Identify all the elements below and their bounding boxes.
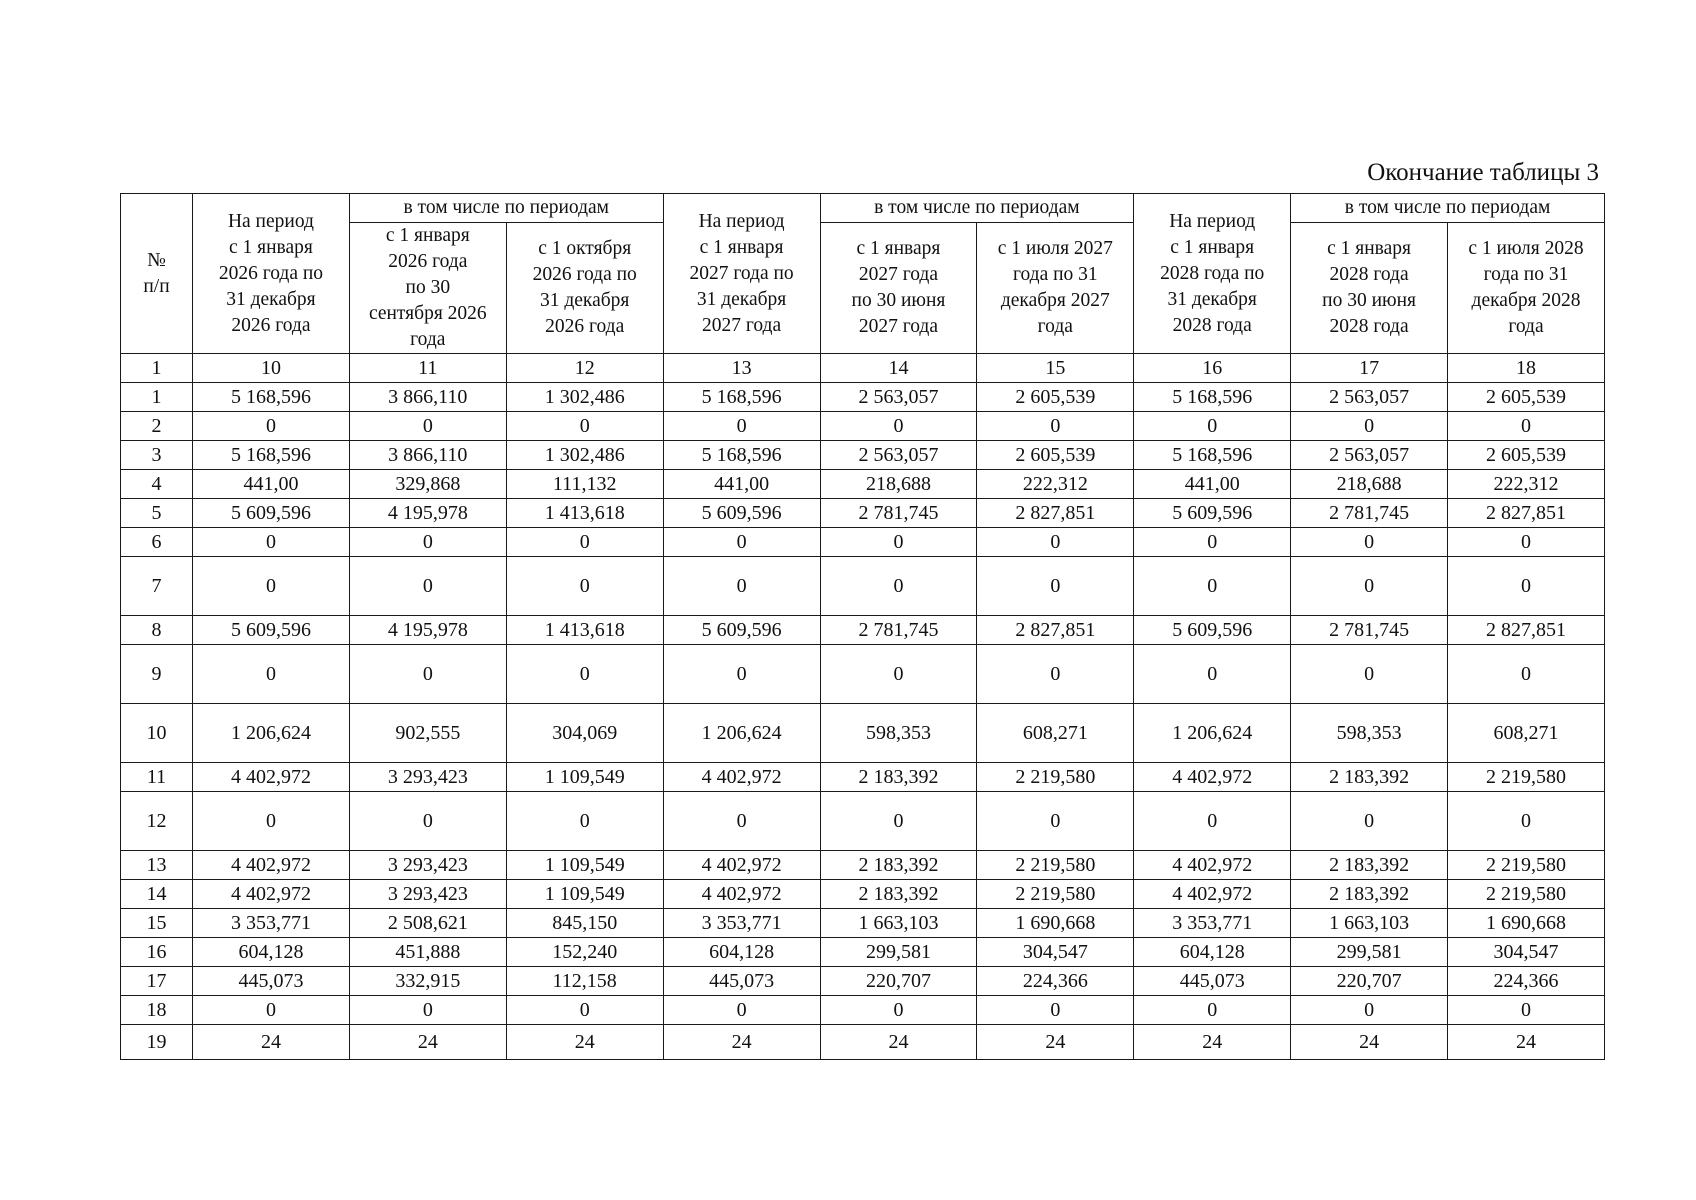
row-number-cell: 16 [121, 938, 193, 967]
table-row [121, 499, 1605, 528]
header-period-total-2026: На период с 1 января 2026 года по 31 декабря 2026 года [193, 194, 350, 354]
value-cell: 1 109,549 [506, 880, 663, 909]
value-cell: 0 [506, 792, 663, 851]
value-cell: 2 183,392 [1291, 880, 1448, 909]
value-cell: 445,073 [663, 967, 820, 996]
value-cell: 2 781,745 [1291, 499, 1448, 528]
value-cell: 604,128 [193, 938, 350, 967]
value-cell: 0 [663, 645, 820, 704]
value-cell: 0 [977, 412, 1134, 441]
value-cell: 902,555 [349, 704, 506, 763]
table-row [121, 763, 1605, 792]
table-row [121, 967, 1605, 996]
row-number-cell: 14 [121, 880, 193, 909]
value-cell: 2 563,057 [820, 383, 977, 412]
value-cell: 0 [506, 528, 663, 557]
row-number-cell: 15 [121, 909, 193, 938]
value-cell: 0 [1291, 557, 1448, 616]
value-cell: 2 219,580 [977, 880, 1134, 909]
value-cell: 24 [1134, 1025, 1291, 1060]
value-cell: 604,128 [663, 938, 820, 967]
value-cell: 441,00 [193, 470, 350, 499]
value-cell: 2 563,057 [1291, 441, 1448, 470]
row-number-cell: 7 [121, 557, 193, 616]
value-cell: 0 [663, 792, 820, 851]
value-cell: 0 [1448, 792, 1605, 851]
table-row [121, 412, 1605, 441]
value-cell: 24 [663, 1025, 820, 1060]
value-cell: 2 563,057 [1291, 383, 1448, 412]
value-cell: 5 609,596 [193, 499, 350, 528]
value-cell: 4 402,972 [1134, 880, 1291, 909]
value-cell: 0 [1134, 528, 1291, 557]
value-cell: 2 605,539 [977, 441, 1134, 470]
header-period-total-2028: На период с 1 января 2028 года по 31 декабря 2028 года [1134, 194, 1291, 354]
value-cell: 1 690,668 [1448, 909, 1605, 938]
value-cell: 1 109,549 [506, 763, 663, 792]
row-number-cell: 10 [121, 704, 193, 763]
row-number-cell: 17 [121, 967, 193, 996]
value-cell: 0 [820, 557, 977, 616]
row-number-cell: 12 [121, 792, 193, 851]
value-cell: 0 [1134, 557, 1291, 616]
table-row [121, 851, 1605, 880]
table-row [121, 704, 1605, 763]
value-cell: 1 413,618 [506, 616, 663, 645]
value-cell: 2 605,539 [1448, 441, 1605, 470]
value-cell: 111,132 [506, 470, 663, 499]
value-cell: 0 [1448, 645, 1605, 704]
value-cell: 2 605,539 [1448, 383, 1605, 412]
value-cell: 0 [349, 557, 506, 616]
value-cell: 2 183,392 [820, 763, 977, 792]
value-cell: 224,366 [977, 967, 1134, 996]
value-cell: 1 302,486 [506, 383, 663, 412]
value-cell: 1 413,618 [506, 499, 663, 528]
value-cell: 0 [1448, 557, 1605, 616]
column-number: 10 [193, 354, 350, 383]
header-sub-2028-1: с 1 января 2028 года по 30 июня 2028 года [1291, 223, 1448, 354]
value-cell: 24 [977, 1025, 1134, 1060]
header-group-2026: в том числе по периодам [349, 194, 663, 223]
value-cell: 4 402,972 [663, 880, 820, 909]
value-cell: 2 219,580 [977, 851, 1134, 880]
value-cell: 0 [1134, 996, 1291, 1025]
value-cell: 598,353 [820, 704, 977, 763]
table-caption: Окончание таблицы 3 [1367, 159, 1599, 186]
value-cell: 5 609,596 [1134, 616, 1291, 645]
value-cell: 304,547 [1448, 938, 1605, 967]
value-cell: 2 183,392 [1291, 851, 1448, 880]
value-cell: 0 [1448, 412, 1605, 441]
header-group-2028: в том числе по периодам [1291, 194, 1605, 223]
value-cell: 4 402,972 [663, 851, 820, 880]
value-cell: 224,366 [1448, 967, 1605, 996]
value-cell: 5 168,596 [193, 441, 350, 470]
value-cell: 3 293,423 [349, 763, 506, 792]
value-cell: 2 219,580 [1448, 880, 1605, 909]
value-cell: 0 [1291, 412, 1448, 441]
value-cell: 0 [1291, 645, 1448, 704]
row-number-cell: 13 [121, 851, 193, 880]
value-cell: 0 [193, 412, 350, 441]
row-number-cell: 11 [121, 763, 193, 792]
value-cell: 5 609,596 [663, 499, 820, 528]
value-cell: 2 827,851 [977, 499, 1134, 528]
value-cell: 3 866,110 [349, 383, 506, 412]
value-cell: 24 [193, 1025, 350, 1060]
value-cell: 0 [820, 996, 977, 1025]
table-body [121, 383, 1605, 1060]
value-cell: 24 [349, 1025, 506, 1060]
value-cell: 5 609,596 [663, 616, 820, 645]
row-number-cell: 19 [121, 1025, 193, 1060]
value-cell: 0 [1291, 996, 1448, 1025]
value-cell: 0 [349, 996, 506, 1025]
value-cell: 24 [1448, 1025, 1605, 1060]
row-number-cell: 3 [121, 441, 193, 470]
value-cell: 0 [1134, 645, 1291, 704]
value-cell: 845,150 [506, 909, 663, 938]
value-cell: 329,868 [349, 470, 506, 499]
value-cell: 2 781,745 [820, 616, 977, 645]
value-cell: 2 563,057 [820, 441, 977, 470]
value-cell: 4 402,972 [193, 851, 350, 880]
value-cell: 4 195,978 [349, 499, 506, 528]
table-row [121, 1025, 1605, 1060]
value-cell: 0 [820, 528, 977, 557]
value-cell: 0 [1134, 792, 1291, 851]
value-cell: 0 [193, 996, 350, 1025]
table-row [121, 880, 1605, 909]
column-number: 1 [121, 354, 193, 383]
value-cell: 2 183,392 [1291, 763, 1448, 792]
column-number: 13 [663, 354, 820, 383]
value-cell: 0 [820, 792, 977, 851]
value-cell: 608,271 [977, 704, 1134, 763]
value-cell: 0 [193, 557, 350, 616]
value-cell: 0 [349, 645, 506, 704]
row-number-cell: 2 [121, 412, 193, 441]
value-cell: 3 293,423 [349, 880, 506, 909]
table-row [121, 616, 1605, 645]
table-row [121, 470, 1605, 499]
value-cell: 3 353,771 [663, 909, 820, 938]
value-cell: 5 168,596 [1134, 441, 1291, 470]
value-cell: 112,158 [506, 967, 663, 996]
value-cell: 5 168,596 [193, 383, 350, 412]
value-cell: 3 353,771 [193, 909, 350, 938]
value-cell: 24 [820, 1025, 977, 1060]
value-cell: 0 [977, 557, 1134, 616]
value-cell: 0 [349, 412, 506, 441]
value-cell: 218,688 [1291, 470, 1448, 499]
value-cell: 2 827,851 [1448, 616, 1605, 645]
value-cell: 4 195,978 [349, 616, 506, 645]
row-number-cell: 8 [121, 616, 193, 645]
value-cell: 0 [506, 996, 663, 1025]
row-number-cell: 4 [121, 470, 193, 499]
table-row [121, 792, 1605, 851]
table-row [121, 938, 1605, 967]
value-cell: 24 [1291, 1025, 1448, 1060]
column-number-row [121, 354, 1605, 383]
header-sub-2028-2: с 1 июля 2028 года по 31 декабря 2028 года [1448, 223, 1605, 354]
value-cell: 604,128 [1134, 938, 1291, 967]
table-row [121, 557, 1605, 616]
row-number-cell: 6 [121, 528, 193, 557]
data-table [120, 193, 1605, 1060]
value-cell: 441,00 [1134, 470, 1291, 499]
header-period-total-2027: На период с 1 января 2027 года по 31 декабря 2027 года [663, 194, 820, 354]
value-cell: 2 781,745 [1291, 616, 1448, 645]
column-number: 12 [506, 354, 663, 383]
value-cell: 4 402,972 [193, 880, 350, 909]
row-number-cell: 9 [121, 645, 193, 704]
value-cell: 299,581 [1291, 938, 1448, 967]
value-cell: 2 219,580 [1448, 851, 1605, 880]
value-cell: 445,073 [1134, 967, 1291, 996]
table-row [121, 383, 1605, 412]
value-cell: 0 [663, 996, 820, 1025]
value-cell: 441,00 [663, 470, 820, 499]
value-cell: 2 827,851 [1448, 499, 1605, 528]
value-cell: 0 [193, 645, 350, 704]
row-number-cell: 18 [121, 996, 193, 1025]
column-number: 15 [977, 354, 1134, 383]
value-cell: 0 [1448, 996, 1605, 1025]
value-cell: 218,688 [820, 470, 977, 499]
value-cell: 222,312 [977, 470, 1134, 499]
column-number: 17 [1291, 354, 1448, 383]
value-cell: 24 [506, 1025, 663, 1060]
header-sub-2026-1: с 1 января 2026 года по 30 сентября 2026 года [349, 223, 506, 354]
value-cell: 220,707 [820, 967, 977, 996]
value-cell: 1 206,624 [663, 704, 820, 763]
value-cell: 2 219,580 [1448, 763, 1605, 792]
value-cell: 220,707 [1291, 967, 1448, 996]
value-cell: 5 168,596 [1134, 383, 1291, 412]
value-cell: 304,547 [977, 938, 1134, 967]
value-cell: 1 206,624 [1134, 704, 1291, 763]
value-cell: 3 293,423 [349, 851, 506, 880]
value-cell: 0 [1291, 792, 1448, 851]
table-row [121, 996, 1605, 1025]
row-number-cell: 1 [121, 383, 193, 412]
value-cell: 2 183,392 [820, 851, 977, 880]
value-cell: 608,271 [1448, 704, 1605, 763]
header-sub-2027-1: с 1 января 2027 года по 30 июня 2027 года [820, 223, 977, 354]
value-cell: 332,915 [349, 967, 506, 996]
value-cell: 1 302,486 [506, 441, 663, 470]
value-cell: 0 [1291, 528, 1448, 557]
value-cell: 222,312 [1448, 470, 1605, 499]
table-row [121, 441, 1605, 470]
value-cell: 1 206,624 [193, 704, 350, 763]
value-cell: 0 [663, 528, 820, 557]
value-cell: 0 [820, 412, 977, 441]
value-cell: 4 402,972 [1134, 851, 1291, 880]
value-cell: 0 [506, 557, 663, 616]
value-cell: 0 [977, 645, 1134, 704]
table-row [121, 909, 1605, 938]
value-cell: 0 [193, 792, 350, 851]
header-group-2027: в том числе по периодам [820, 194, 1134, 223]
value-cell: 1 663,103 [820, 909, 977, 938]
value-cell: 2 183,392 [820, 880, 977, 909]
value-cell: 0 [506, 412, 663, 441]
header-sub-2026-2: с 1 октября 2026 года по 31 декабря 2026 года [506, 223, 663, 354]
value-cell: 1 690,668 [977, 909, 1134, 938]
header-rownum: № п/п [121, 194, 193, 354]
value-cell: 5 168,596 [663, 441, 820, 470]
value-cell: 0 [193, 528, 350, 557]
value-cell: 2 605,539 [977, 383, 1134, 412]
value-cell: 4 402,972 [1134, 763, 1291, 792]
value-cell: 4 402,972 [663, 763, 820, 792]
table-row [121, 528, 1605, 557]
value-cell: 0 [820, 645, 977, 704]
value-cell: 0 [663, 412, 820, 441]
value-cell: 2 827,851 [977, 616, 1134, 645]
value-cell: 0 [349, 528, 506, 557]
value-cell: 451,888 [349, 938, 506, 967]
value-cell: 3 353,771 [1134, 909, 1291, 938]
column-number: 11 [349, 354, 506, 383]
value-cell: 4 402,972 [193, 763, 350, 792]
value-cell: 598,353 [1291, 704, 1448, 763]
value-cell: 299,581 [820, 938, 977, 967]
value-cell: 0 [977, 792, 1134, 851]
row-number-cell: 5 [121, 499, 193, 528]
column-number: 18 [1448, 354, 1605, 383]
value-cell: 1 109,549 [506, 851, 663, 880]
table-row [121, 645, 1605, 704]
value-cell: 0 [663, 557, 820, 616]
value-cell: 2 508,621 [349, 909, 506, 938]
value-cell: 2 781,745 [820, 499, 977, 528]
value-cell: 0 [977, 996, 1134, 1025]
value-cell: 0 [349, 792, 506, 851]
column-number: 16 [1134, 354, 1291, 383]
table-header [121, 194, 1605, 383]
value-cell: 0 [1134, 412, 1291, 441]
value-cell: 5 609,596 [193, 616, 350, 645]
value-cell: 1 663,103 [1291, 909, 1448, 938]
value-cell: 0 [977, 528, 1134, 557]
value-cell: 0 [506, 645, 663, 704]
value-cell: 5 168,596 [663, 383, 820, 412]
value-cell: 445,073 [193, 967, 350, 996]
value-cell: 2 219,580 [977, 763, 1134, 792]
value-cell: 0 [1448, 528, 1605, 557]
value-cell: 152,240 [506, 938, 663, 967]
value-cell: 3 866,110 [349, 441, 506, 470]
value-cell: 304,069 [506, 704, 663, 763]
value-cell: 5 609,596 [1134, 499, 1291, 528]
header-sub-2027-2: с 1 июля 2027 года по 31 декабря 2027 года [977, 223, 1134, 354]
column-number: 14 [820, 354, 977, 383]
